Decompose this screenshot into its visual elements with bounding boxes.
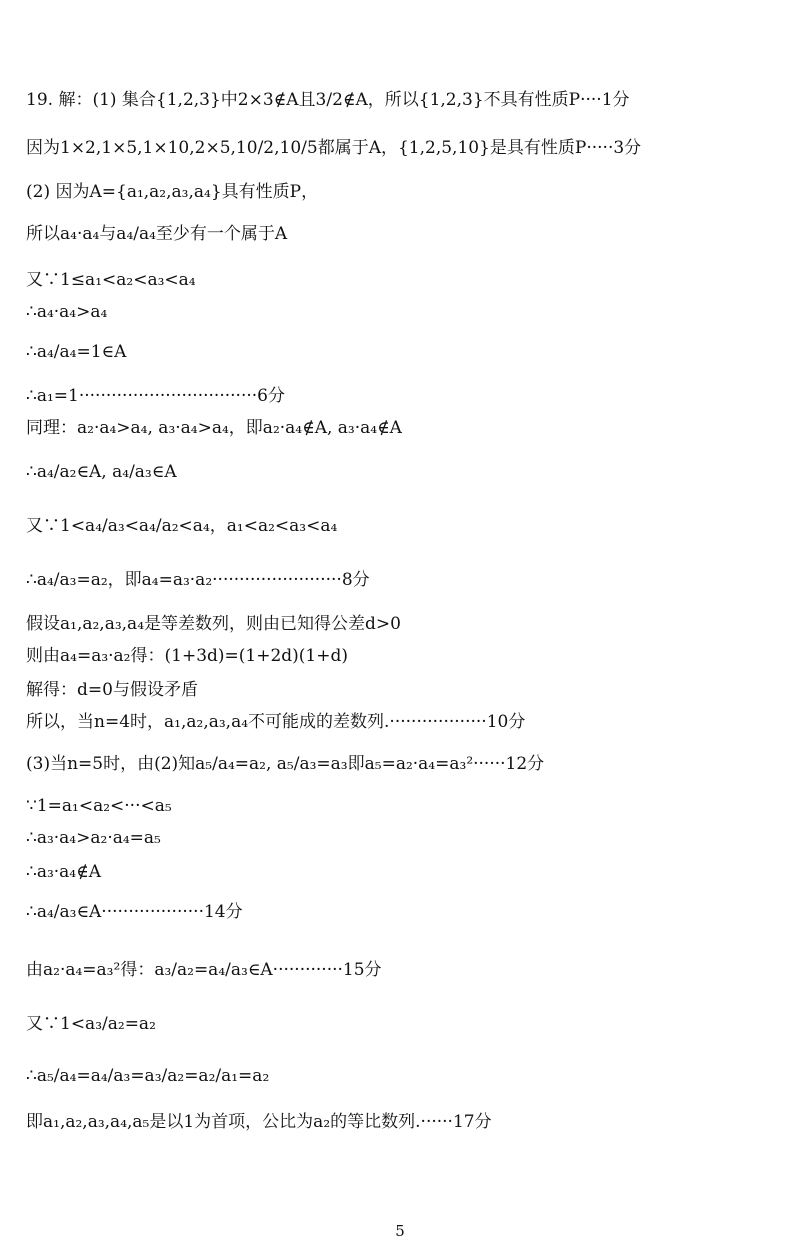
solution-line: ∴a₃·a₄>a₂·a₄=a₅ [26,828,161,848]
page-number: 5 [395,1222,405,1240]
solution-line: 所以，当n=4时，a₁,a₂,a₃,a₄不可能成的差数列.··················10分 [26,712,526,732]
solution-line: ∴a₄/a₂∈A, a₄/a₃∈A [26,462,177,482]
solution-line: (3)当n=5时，由(2)知a₅/a₄=a₂, a₅/a₃=a₃即a₅=a₂·a₄=a₃²······12分 [26,754,545,774]
solution-line: 19. 解：(1) 集合{1,2,3}中2×3∉A且3/2∉A，所以{1,2,3}不具有性质P····1分 [26,90,630,110]
solution-line: 又∵1<a₄/a₃<a₄/a₂<a₄，a₁<a₂<a₃<a₄ [26,516,338,536]
solution-line: 同理：a₂·a₄>a₄, a₃·a₄>a₄，即a₂·a₄∉A, a₃·a₄∉A [26,418,402,438]
solution-line: 即a₁,a₂,a₃,a₄,a₅是以1为首项，公比为a₂的等比数列.······17分 [26,1112,492,1132]
solution-line: 由a₂·a₄=a₃²得：a₃/a₂=a₄/a₃∈A·············15分 [26,960,382,980]
solution-line: ∴a₅/a₄=a₄/a₃=a₃/a₂=a₂/a₁=a₂ [26,1066,270,1086]
solution-line: (2) 因为A={a₁,a₂,a₃,a₄}具有性质P， [26,182,319,202]
solution-line: ∴a₄/a₃=a₂，即a₄=a₃·a₂························8分 [26,570,370,590]
solution-line: 因为1×2,1×5,1×10,2×5,10/2,10/5都属于A，{1,2,5,10}是具有性质P·····3分 [26,138,642,158]
solution-line: ∴a₃·a₄∉A [26,862,101,882]
solution-line: ∵1=a₁<a₂<···<a₅ [26,796,172,816]
solution-line: ∴a₄/a₄=1∈A [26,342,127,362]
solution-line: 又∵1<a₃/a₂=a₂ [26,1014,156,1034]
solution-line: 所以a₄·a₄与a₄/a₄至少有一个属于A [26,224,288,244]
solution-line: ∴a₄/a₃∈A···················14分 [26,902,243,922]
solution-line: 又∵1≤a₁<a₂<a₃<a₄ [26,270,196,290]
solution-line: 则由a₄=a₃·a₂得：(1+3d)=(1+2d)(1+d) [26,646,348,666]
solution-line: 解得：d=0与假设矛盾 [26,680,198,700]
solution-line: ∴a₄·a₄>a₄ [26,302,108,322]
solution-line: 假设a₁,a₂,a₃,a₄是等差数列，则由已知得公差d>0 [26,614,401,634]
solution-line: ∴a₁=1·································6分 [26,386,285,406]
